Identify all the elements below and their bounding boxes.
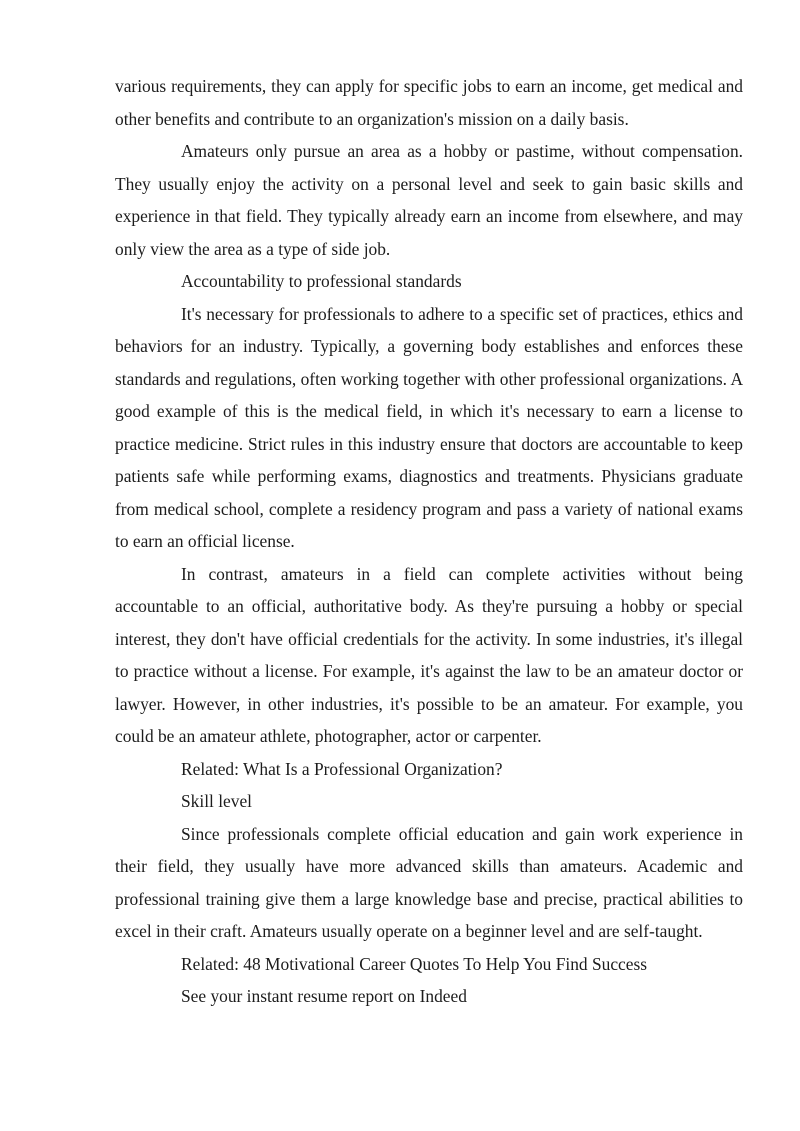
resume-report-line: See your instant resume report on Indeed — [181, 986, 467, 1006]
related-link-career-quotes: Related: 48 Motivational Career Quotes To Help You Find Success — [181, 953, 648, 974]
section-heading-accountability: Accountability to professional standards — [181, 271, 462, 291]
paragraph-amateurs: Amateurs only pursue an area as a hobby or pastime, without compensation. They usually enjoy the activity on a personal level and seek to gain basic skills and experience in that field. They typically already earn an income from elsewhere, and may only view the area as a type of side job. — [115, 141, 743, 259]
document-body — [115, 70, 743, 1013]
paragraph-amateur-accountability: In contrast, amateurs in a field can complete activities without being accountable to an official, authoritative body. As they're pursuing a hobby or special interest, they don't have official credentials for the activity. In some industries, it's illegal to practice without a license. For example, it's against the law to be an amateur doctor or lawyer. However, in other industries, it's possible to be an amateur. For example, you could be an amateur athlete, photographer, actor or carpenter. — [115, 563, 743, 746]
related-link-professional-organization: Related: What Is a Professional Organization? — [181, 758, 503, 779]
paragraph-continuation: various requirements, they can apply for specific jobs to earn an income, get medical and other benefits and contribute to an organization's mission on a daily basis. — [115, 76, 743, 129]
paragraph-skill-level: Since professionals complete official education and gain work experience in their field, they usually have more advanced skills than amateurs. Academic and professional training give them a large knowledge base and precise, practical abilities to excel in their craft. Amateurs usually operate on a beginner level and are self-taught. — [115, 823, 743, 941]
section-heading-skill-level: Skill level — [181, 791, 253, 811]
paragraph-professional-standards: It's necessary for professionals to adhere to a specific set of practices, ethics and behaviors for an industry. Typically, a governing body establishes and enforces these standards and regulations, often working together with other professional organizations. A good example of this is the medical field, in which it's necessary to earn a license to practice medicine. Strict rules in this industry ensure that doctors are accountable to keep patients safe while performing exams, diagnostics and treatments. Physicians graduate from medical school, complete a residency program and pass a variety of national exams to earn an official license. — [115, 303, 743, 551]
